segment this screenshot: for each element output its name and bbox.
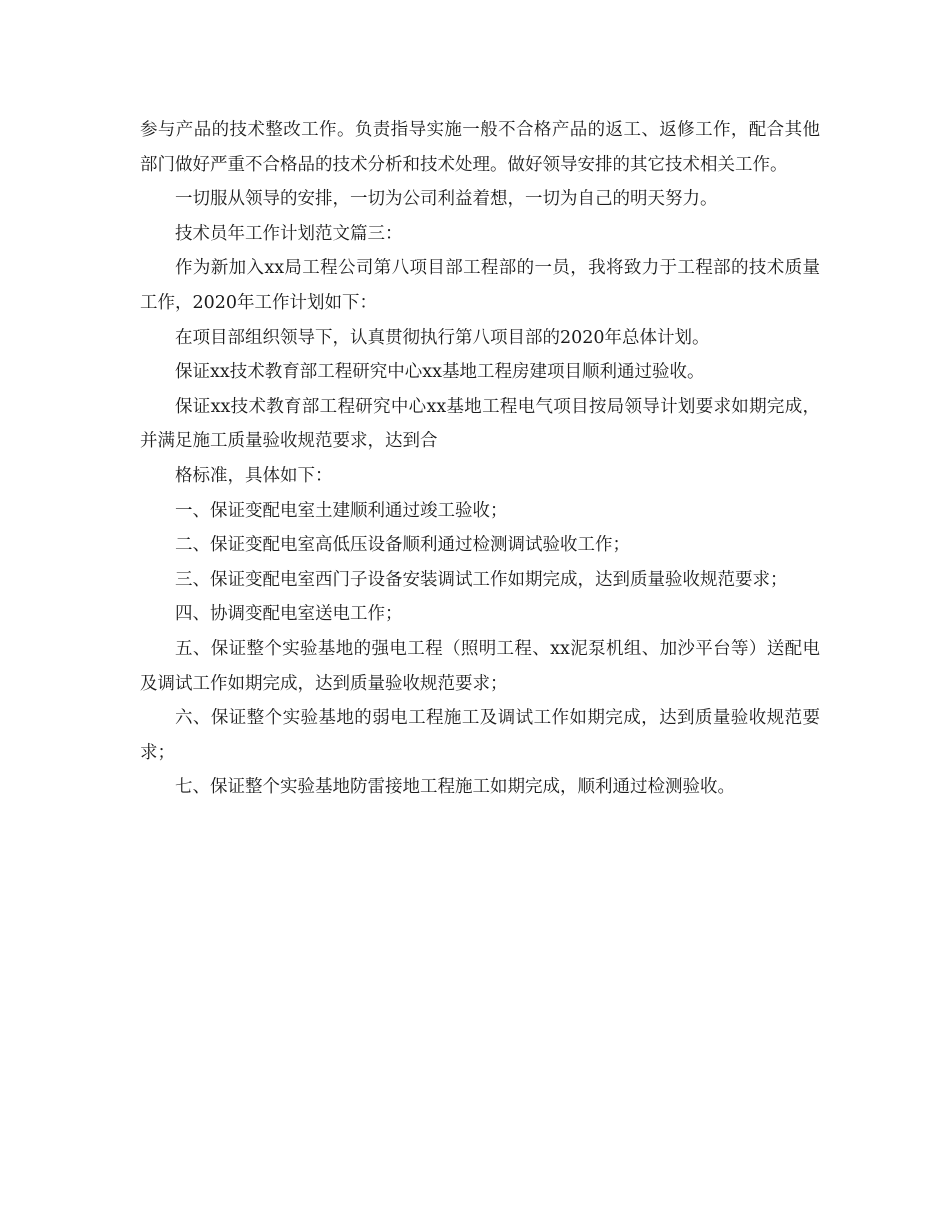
- paragraph-continuation: 参与产品的技术整改工作。负责指导实施一般不合格产品的返工、返修工作，配合其他部门做好严重不合格品的技术分析和技术处理。做好领导安排的其它技术相关工作。: [140, 120, 820, 175]
- list-item: 一、保证变配电室土建顺利通过竣工验收；: [175, 500, 508, 521]
- list-item: 三、保证变配电室西门子设备安装调试工作如期完成，达到质量验收规范要求；: [175, 569, 788, 590]
- paragraph: 保证xx技术教育部工程研究中心xx基地工程房建项目顺利通过验收。: [175, 362, 705, 383]
- paragraph: 格标准，具体如下：: [175, 465, 333, 486]
- paragraph: 一切服从领导的安排，一切为公司利益着想，一切为自己的明天努力。: [175, 189, 718, 210]
- list-item: 二、保证变配电室高低压设备顺利通过检测调试验收工作；: [175, 535, 630, 556]
- document-body: [140, 113, 820, 805]
- paragraph: 作为新加入xx局工程公司第八项目部工程部的一员，我将致力于工程部的技术质量工作，2020年工作计划如下：: [140, 258, 820, 313]
- paragraph: 在项目部组织领导下，认真贯彻执行第八项目部的2020年总体计划。: [175, 327, 710, 348]
- section-heading: 技术员年工作计划范文篇三：: [175, 223, 403, 244]
- list-item: 六、保证整个实验基地的弱电工程施工及调试工作如期完成，达到质量验收规范要求；: [140, 708, 820, 763]
- paragraph: 保证xx技术教育部工程研究中心xx基地工程电气项目按局领导计划要求如期完成，并满足施工质量验收规范要求，达到合: [140, 396, 820, 452]
- list-item: 五、保证整个实验基地的强电工程（照明工程、xx泥泵机组、加沙平台等）送配电及调试工作如期完成，达到质量验收规范要求；: [140, 638, 820, 694]
- list-item: 七、保证整个实验基地防雷接地工程施工如期完成，顺利通过检测验收。: [175, 777, 735, 798]
- list-item: 四、协调变配电室送电工作；: [175, 604, 403, 625]
